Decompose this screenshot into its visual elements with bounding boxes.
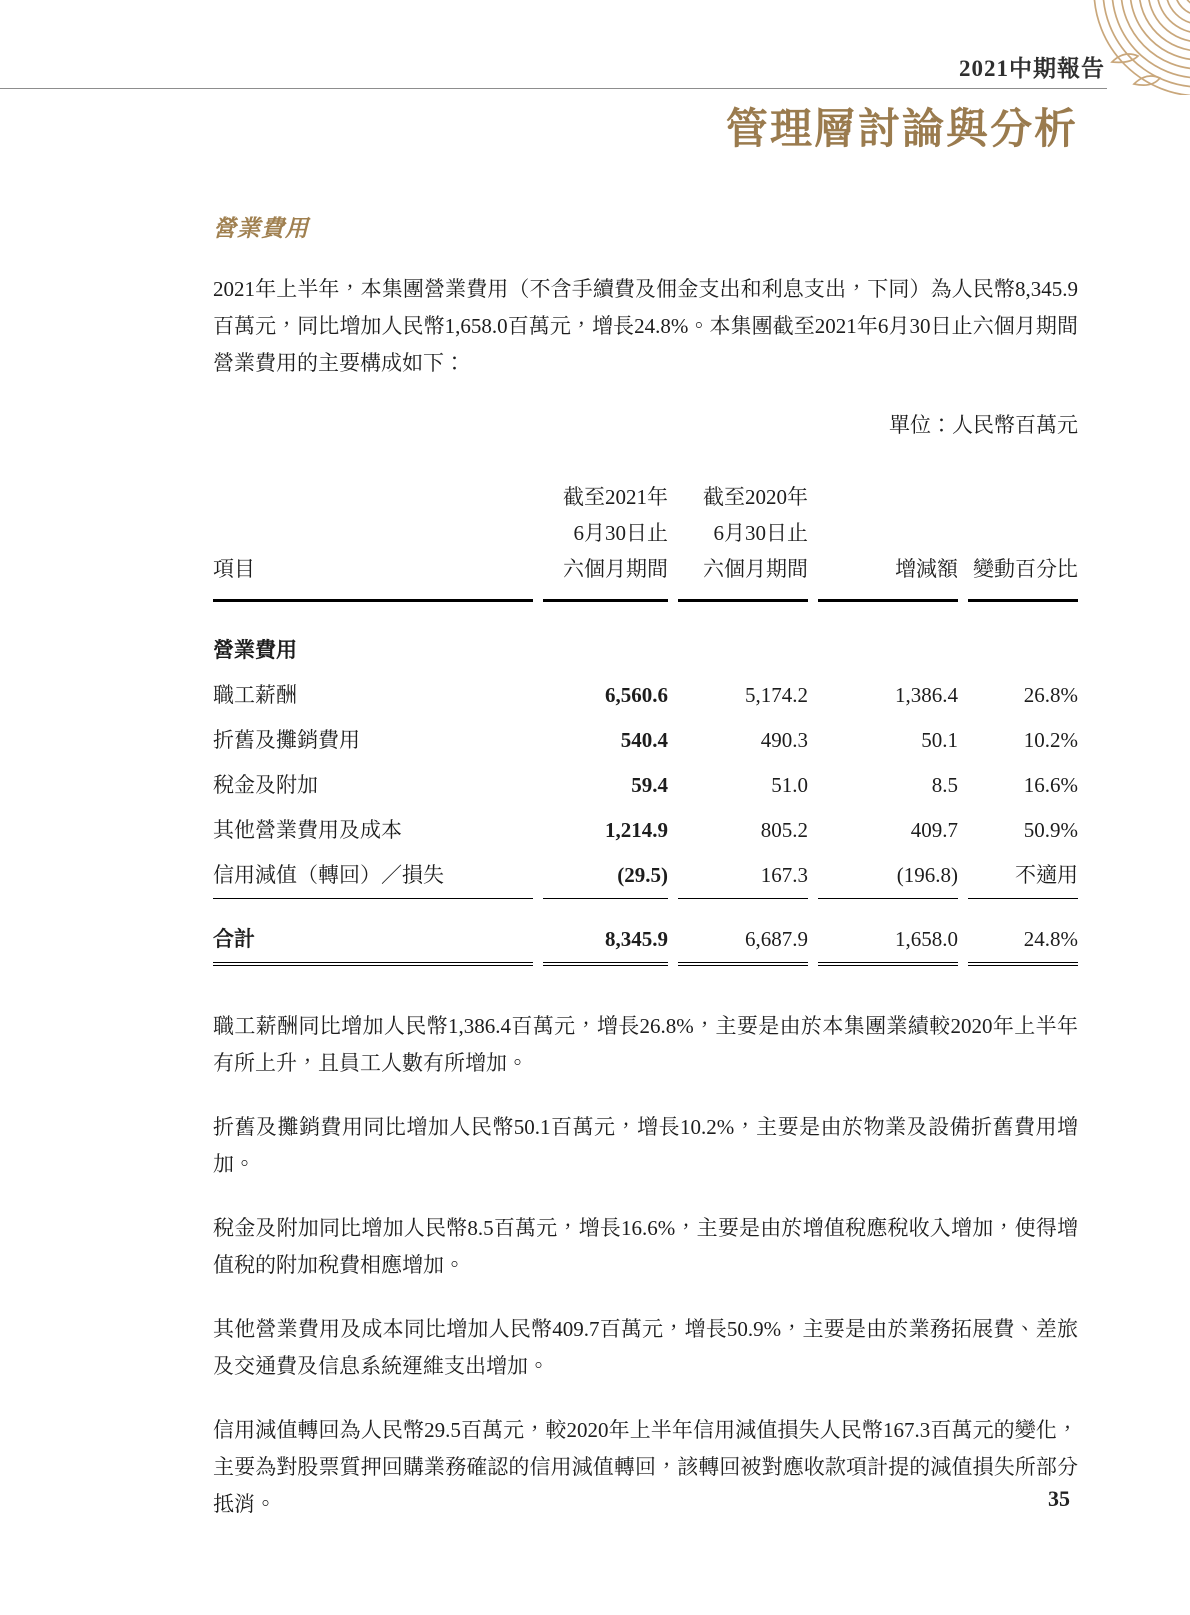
- section-heading: 營業費用: [213, 216, 309, 241]
- row-item-label: 其他營業費用及成本: [213, 818, 402, 842]
- row-item-label: 職工薪酬: [213, 683, 297, 707]
- value-change: 50.1: [921, 728, 958, 752]
- value-change-pct: 16.6%: [1023, 773, 1078, 797]
- spacer: [213, 966, 1078, 1008]
- table-row: [213, 763, 1078, 808]
- total-change-pct: 24.8%: [968, 899, 1078, 966]
- intro-paragraph: 2021年上半年，本集團營業費用（不含手續費及佣金支出和利息支出，下同）為人民幣8,345.9百萬元，同比增加人民幣1,658.0百萬元，增長24.8%。本集團截至2021年6月30日止六個月期間營業費用的主要構成如下：: [213, 277, 1078, 375]
- table-row: [213, 808, 1078, 853]
- value-2020: 167.3: [678, 853, 808, 899]
- header-change-pct: 變動百分比: [968, 469, 1078, 602]
- header-period-2021: 截至2021年 6月30日止 六個月期間: [543, 469, 668, 602]
- total-2020: 6,687.9: [678, 899, 808, 966]
- value-change-pct: 10.2%: [1023, 728, 1078, 752]
- analysis-paragraph: 稅金及附加同比增加人民幣8.5百萬元，增長16.6%，主要是由於增值稅應稅收入增加，使得增值稅的附加稅費相應增加。: [213, 1216, 1078, 1277]
- analysis-paragraph: 信用減值轉回為人民幣29.5百萬元，較2020年上半年信用減值損失人民幣167.3百萬元的變化，主要為對股票質押回購業務確認的信用減值轉回，該轉回被對應收款項計提的減值損失所部分抵消。: [213, 1418, 1078, 1516]
- value-change-pct: 50.9%: [1023, 818, 1078, 842]
- value-2020: 805.2: [760, 818, 808, 842]
- table-total-row: [213, 899, 1078, 966]
- content-column: [213, 210, 1078, 1550]
- header-item: 項目: [213, 469, 533, 602]
- header-change: 增減額: [818, 469, 958, 602]
- value-2021: 59.4: [631, 773, 668, 797]
- table-header-row: [213, 469, 1078, 602]
- table-row: [213, 853, 1078, 899]
- value-2021: 6,560.6: [605, 683, 668, 707]
- value-change: 1,386.4: [895, 683, 958, 707]
- value-change-pct: 不適用: [968, 853, 1078, 899]
- value-2021: 540.4: [620, 728, 668, 752]
- page-number: 35: [1048, 1486, 1070, 1511]
- header-period-2020: 截至2020年 6月30日止 六個月期間: [678, 469, 808, 602]
- total-change: 1,658.0: [818, 899, 958, 966]
- value-2020: 490.3: [760, 728, 808, 752]
- section-row-label: 營業費用: [213, 638, 297, 662]
- value-change: (196.8): [818, 853, 958, 899]
- value-2020: 51.0: [771, 773, 808, 797]
- value-change: 409.7: [910, 818, 958, 842]
- row-item-label: 信用減值（轉回）／損失: [213, 853, 533, 899]
- table-row: [213, 718, 1078, 763]
- total-2021: 8,345.9: [543, 899, 668, 966]
- row-item-label: 稅金及附加: [213, 773, 318, 797]
- analysis-paragraph: 折舊及攤銷費用同比增加人民幣50.1百萬元，增長10.2%，主要是由於物業及設備折舊費用增加。: [213, 1115, 1078, 1176]
- value-change: 8.5: [931, 773, 958, 797]
- page-title: 管理層討論與分析: [725, 107, 1078, 153]
- value-2021: (29.5): [543, 853, 668, 899]
- analysis-paragraph: 其他營業費用及成本同比增加人民幣409.7百萬元，增長50.9%，主要是由於業務拓展費、差旅及交通費及信息系統運維支出增加。: [213, 1317, 1078, 1378]
- table-row: [213, 673, 1078, 718]
- table-section-row: [213, 602, 1078, 673]
- value-2021: 1,214.9: [605, 818, 668, 842]
- value-2020: 5,174.2: [745, 683, 808, 707]
- row-item-label: 折舊及攤銷費用: [213, 728, 360, 752]
- report-edition-label: 2021中期報告: [959, 56, 1105, 81]
- unit-note: 單位：人民幣百萬元: [889, 413, 1078, 437]
- total-label: 合計: [213, 899, 533, 966]
- header-divider: [0, 88, 1107, 89]
- value-change-pct: 26.8%: [1023, 683, 1078, 707]
- analysis-paragraph: 職工薪酬同比增加人民幣1,386.4百萬元，增長26.8%，主要是由於本集團業績較2020年上半年有所上升，且員工人數有所增加。: [213, 1014, 1078, 1075]
- operating-expenses-table: [203, 469, 1088, 966]
